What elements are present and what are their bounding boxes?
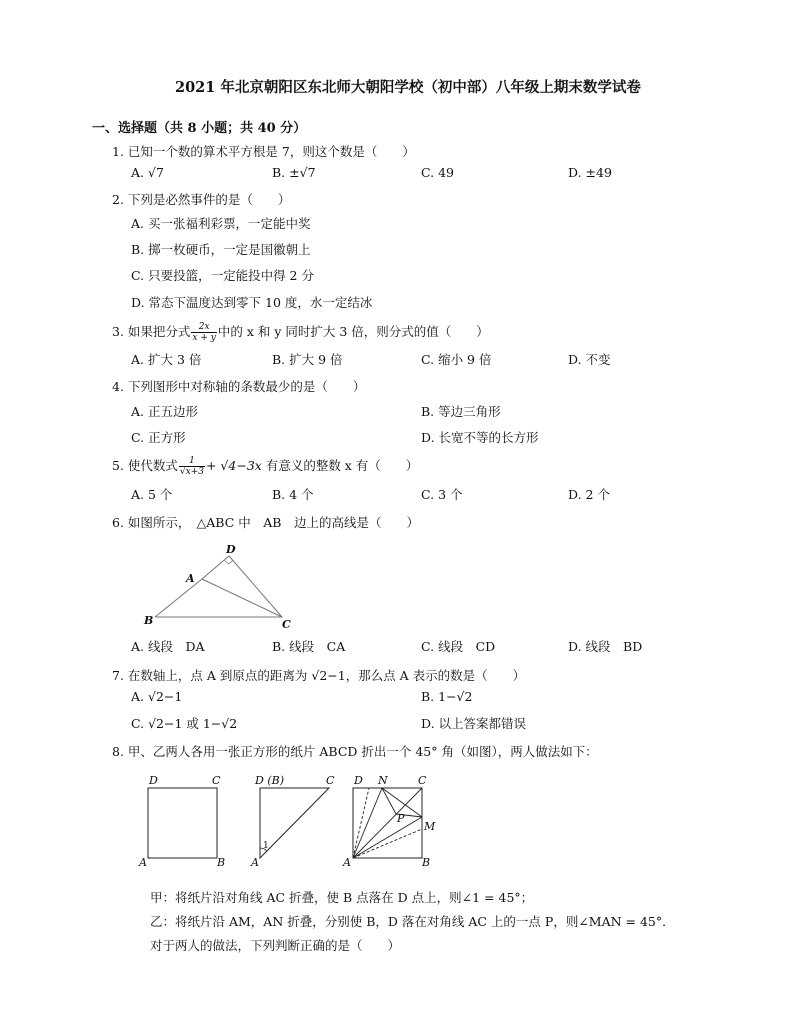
- fig3-label-n: N: [378, 774, 388, 787]
- q5-fraction: $\frac{1}{√x+3}$: [179, 456, 204, 477]
- question-5-stem: 5. 使代数式 $\frac{1}{√x+3}$ + √4−3x 有意义的整数 x 有（ ）: [112, 456, 419, 477]
- q3-option-a: A. 扩大 3 倍: [131, 352, 202, 367]
- q3-option-b: B. 扩大 9 倍: [272, 352, 343, 367]
- fig3-label-b: B: [422, 856, 431, 869]
- fig1-label-d: D: [149, 774, 158, 787]
- q7-option-d: D. 以上答案都错误: [421, 716, 527, 731]
- q6-option-a: A. 线段 DA: [131, 639, 205, 654]
- q2-option-a: A. 买一张福利彩票，一定能中奖: [131, 216, 311, 231]
- fig3-label-c: C: [418, 774, 427, 787]
- q1-option-d: D. ±49: [568, 165, 612, 180]
- q6-triangle-figure: [130, 538, 300, 630]
- fig1-label-c: C: [212, 774, 221, 787]
- question-6-stem: 6. 如图所示， △ABC 中 AB 边上的高线是（ ）: [112, 515, 419, 530]
- q7-option-b: B. 1−√2: [421, 689, 473, 704]
- question-2-stem: 2. 下列是必然事件的是（ ）: [112, 192, 291, 207]
- fig2-label-db: D (B): [255, 774, 284, 787]
- q8-method-yi: 乙：将纸片沿 AM，AN 折叠，分别使 B，D 落在对角线 AC 上的一点 P，则∠MAN = 45°．: [150, 914, 675, 929]
- fig2-triangle: [260, 788, 329, 858]
- section-heading: 一、选择题（共 8 小题；共 40 分）: [92, 121, 307, 136]
- q1-option-c: C. 49: [421, 165, 454, 180]
- q4-option-d: D. 长宽不等的长方形: [421, 430, 539, 445]
- q4-option-c: C. 正方形: [131, 430, 186, 445]
- fig2-label-1: 1: [263, 841, 269, 851]
- q7-option-a: A. √2−1: [131, 689, 183, 704]
- fig1-square: [148, 788, 217, 858]
- fig1-label-b: B: [217, 856, 226, 869]
- label-a: A: [186, 572, 195, 585]
- q8-method-jia: 甲：将纸片沿对角线 AC 折叠，使 B 点落在 D 点上，则∠1 = 45°；: [150, 890, 534, 905]
- q5-option-a: A. 5 个: [131, 487, 173, 502]
- fig2-label-a: A: [251, 856, 259, 869]
- q6-option-c: C. 线段 CD: [421, 639, 496, 654]
- label-c: C: [282, 618, 291, 630]
- fig3-segment-pn: [382, 788, 396, 814]
- fig3-label-d: D: [354, 774, 363, 787]
- fig3-label-p: P: [397, 812, 405, 825]
- q7-option-c: C. √2−1 或 1−√2: [131, 716, 238, 731]
- q8-judge-prompt: 对于两人的做法，下列判断正确的是（ ）: [150, 938, 401, 953]
- q2-option-b: B. 掷一枚硬币，一定是国徽朝上: [131, 242, 311, 257]
- q3-fraction: $\frac{2x}{x + y}$: [192, 322, 216, 343]
- q3-option-d: D. 不变: [568, 352, 611, 367]
- fig3-label-a: A: [343, 856, 351, 869]
- q2-option-c: C. 只要投篮，一定能投中得 2 分: [131, 268, 314, 283]
- q6-option-d: D. 线段 BD: [568, 639, 643, 654]
- q4-option-a: A. 正五边形: [131, 404, 198, 419]
- q6-option-b: B. 线段 CA: [272, 639, 346, 654]
- label-d: D: [226, 543, 236, 556]
- question-1-stem: 1. 已知一个数的算术平方根是 7，则这个数是（ ）: [112, 144, 415, 159]
- label-b: B: [144, 614, 154, 627]
- question-8-stem: 8. 甲、乙两人各用一张正方形的纸片 ABCD 折出一个 45° 角（如图），两人做法如下：: [112, 744, 598, 759]
- q3-option-c: C. 缩小 9 倍: [421, 352, 492, 367]
- q1-option-a: A. √7: [131, 165, 164, 180]
- right-angle-mark: [224, 560, 233, 564]
- fig2-label-c: C: [326, 774, 335, 787]
- fig3-label-m: M: [424, 820, 436, 833]
- q1-option-b: B. ±√7: [272, 165, 316, 180]
- q8-folding-figures: [135, 770, 445, 870]
- segment-ac: [202, 579, 282, 617]
- fig1-label-a: A: [139, 856, 147, 869]
- q5-option-d: D. 2 个: [568, 487, 610, 502]
- page-title: 2021 年北京朝阳区东北师大朝阳学校（初中部）八年级上期末数学试卷: [175, 79, 641, 96]
- question-4-stem: 4. 下列图形中对称轴的条数最少的是（ ）: [112, 379, 366, 394]
- q4-option-b: B. 等边三角形: [421, 404, 501, 419]
- question-3-stem: 3. 如果把分式 $\frac{2x}{x + y}$ 中的 x 和 y 同时扩大 3 倍，则分式的值（ ）: [112, 322, 489, 343]
- q5-option-b: B. 4 个: [272, 487, 314, 502]
- q2-option-d: D. 常态下温度达到零下 10 度，水一定结冰: [131, 295, 373, 310]
- question-7-stem: 7. 在数轴上，点 A 到原点的距离为 √2−1，那么点 A 表示的数是（ ）: [112, 668, 526, 683]
- q5-option-c: C. 3 个: [421, 487, 463, 502]
- fig3-dashed-1: [353, 788, 369, 858]
